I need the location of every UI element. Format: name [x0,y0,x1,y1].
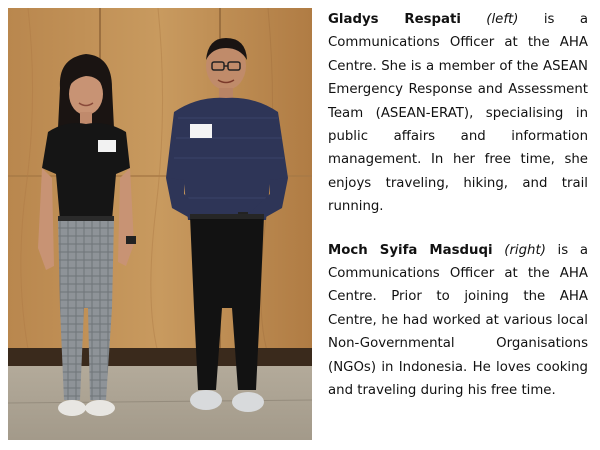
bio-text: is a Communications Officer at the AHA Centre. She is a member of the ASEAN Emergency Response and Assessment Team (ASEAN-ERAT), specialising in public affairs and information management. In her free time, she enjoys traveling, hiking, and trail running. [328,12,588,215]
bio-name: Moch Syifa Masduqi [328,242,493,258]
bio-text: is a Communications Officer at the AHA Centre. Prior to joining the AHA Centre, he had worked at various local Non-Governmental Organisations (NGOs) in Indonesia. He loves cooking and traveling during his free time. [328,242,588,399]
bio-syifa [328,239,588,403]
bio-gladys [328,8,588,219]
bio-position: (right) [504,242,546,258]
bio-name: Gladys Respati [328,12,461,27]
staff-photo [8,8,312,440]
caption-column [328,8,588,403]
bio-position: (left) [486,12,519,27]
